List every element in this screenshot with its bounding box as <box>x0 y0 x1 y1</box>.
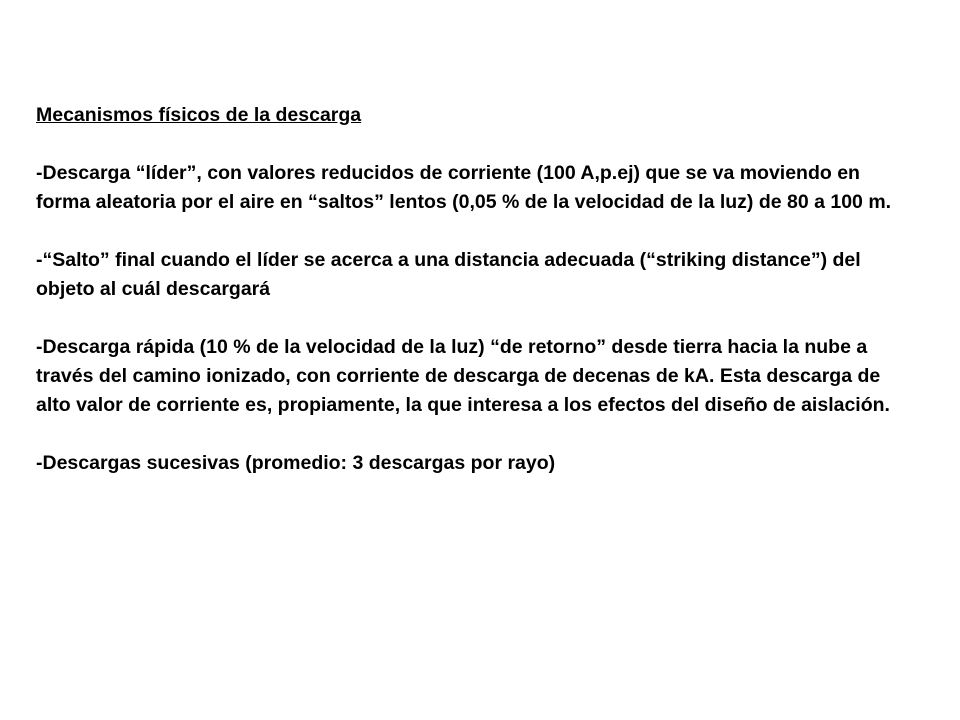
paragraph-final-jump: -“Salto” final cuando el líder se acerca a una distancia adecuada (“striking distance”) del objeto al cuál descargará <box>36 249 861 300</box>
paragraph-leader-discharge: -Descarga “líder”, con valores reducidos de corriente (100 A,p.ej) que se va moviendo en forma aleatoria por el aire en “saltos” lentos (0,05 % de la velocidad de la luz) de 80 a 100 m. <box>36 162 892 213</box>
spacer <box>36 304 916 333</box>
paragraph-return-stroke: -Descarga rápida (10 % de la velocidad de la luz) “de retorno” desde tierra hacia la nube a través del camino ionizado, con corriente de descarga de decenas de kA. Esta descarga de alto valor de corriente es, propiamente, la que interesa a los efectos del diseño de aislación. <box>36 336 890 416</box>
spacer <box>36 420 916 449</box>
slide-title: Mecanismos físicos de la descarga <box>36 104 362 126</box>
spacer <box>36 130 916 159</box>
paragraph-successive-discharges: -Descargas sucesivas (promedio: 3 descargas por rayo) <box>36 452 556 474</box>
spacer <box>36 217 916 246</box>
slide-body <box>36 101 916 478</box>
